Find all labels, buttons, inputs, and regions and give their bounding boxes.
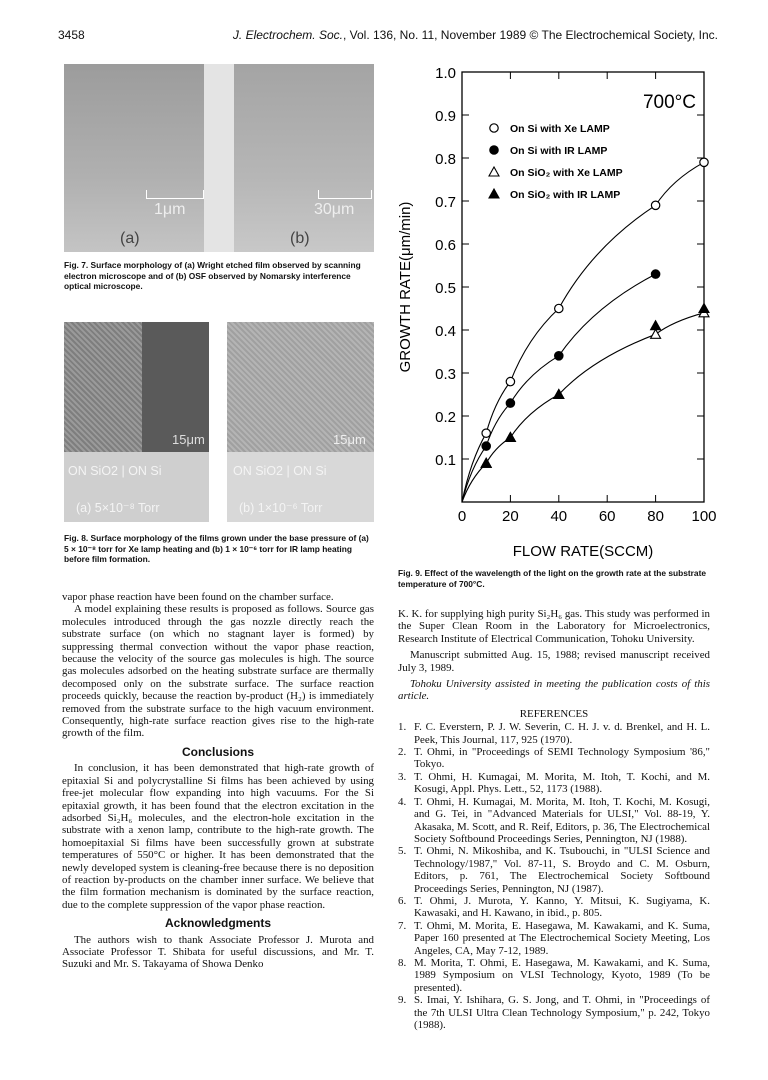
- left-text-column: [62, 591, 374, 971]
- heading-conclusions: Conclusions: [181, 744, 254, 759]
- y-tick-label: 0.6: [435, 237, 456, 254]
- fig8-photo-a: [64, 322, 209, 522]
- legend-marker-series-2: [490, 146, 498, 154]
- data-point-series-3: [651, 329, 661, 338]
- plot-frame: [462, 72, 704, 502]
- reference-item: [398, 845, 710, 895]
- x-tick-label: 0: [457, 508, 467, 525]
- fig8-scale-label-a: 15μm: [172, 432, 205, 447]
- x-tick-label: 60: [598, 508, 616, 525]
- reference-text: T. Ohmi, N. Mikoshiba, and K. Tsubouchi, in "ULSI Science and Technology/1987," Vol. 87-11, S. Broydo and C. M. Osburn, Editors, p. 761, The Electrochemical Society Softbound Proceedings Series, Pennington, NJ (1987).: [414, 845, 710, 895]
- data-point-series-4: [651, 321, 661, 330]
- reference-item: [398, 771, 710, 796]
- fig8-region-label-a: ON SiO2 | ON Si: [68, 464, 162, 478]
- left-para-model: A model explaining these results is proposed as follows. Source gas molecules introduced through the gas nozzle directly reach the substrate surface (on which no stagnant layer is formed) by suppressing thermal convection without the vapor phase reaction, because the velocity of the source gas molecules is high. The source gas molecules adsorbed on the heating substrate surface are thermally decomposed only on the substrate surface. The surface reaction proceeds quickly, because the reaction by-product (H₂) is immediately removed from the substrate surface to the high vacuum environment. Consequently, high-rate surface reaction gives rise to the high-rate growth of the film.: [62, 603, 374, 740]
- reference-number: 7.: [398, 919, 407, 932]
- reference-item: [398, 994, 710, 1031]
- x-tick-label: 40: [550, 508, 568, 525]
- data-point-series-1: [555, 304, 563, 312]
- fig8-label-b: (b) 1×10⁻⁶ Torr: [239, 501, 323, 515]
- reference-text: T. Ohmi, M. Morita, E. Hasegawa, M. Kawakami, and K. Suma, Paper 160 presented at The Electrochemical Society Meeting, Los Angeles, CA, May 7-12, 1989.: [414, 919, 710, 957]
- y-tick-label: 0.1: [435, 452, 456, 469]
- manuscript-note: Manuscript submitted Aug. 15, 1988; revised manuscript received July 3, 1989.: [398, 649, 710, 674]
- fig7-photo-center: [204, 64, 234, 252]
- fit-curve-si-xe: [462, 162, 704, 502]
- fig7-scale-bar-b: [318, 190, 372, 199]
- reference-number: 2.: [398, 746, 407, 759]
- journal-name: J. Electrochem. Soc.: [232, 28, 343, 42]
- y-tick-label: 0.7: [435, 194, 456, 211]
- heading-acknowledgments: Acknowledgments: [164, 916, 272, 931]
- y-tick-label: 0.9: [435, 108, 456, 125]
- reference-number: 8.: [398, 956, 407, 969]
- legend-label-series-3: On SiO₂ with Xe LAMP: [510, 167, 623, 179]
- reference-number: 1.: [398, 721, 407, 734]
- page-number: 3458: [58, 28, 85, 42]
- y-tick-label: 0.5: [435, 280, 456, 297]
- reference-text: T. Ohmi, J. Murota, Y. Kanno, Y. Mitsui, K. Sugiyama, K. Kawasaki, and H. Kawano, in ibid., p. 805.: [414, 894, 710, 920]
- data-point-series-4: [699, 304, 709, 313]
- left-para-conclusions: In conclusion, it has been demonstrated that high-rate growth of epitaxial Si and polycrystalline Si films has been achieved by using free-jet molecular flow expanding into high vacuums. For the Si epitaxial growth, it has been found that the electron excitation in the adsorbed Si₂H₆ molecules, and the electron-hole excitation in the substrate with a xenon lamp, contribute to the high-rate growth. The homoepitaxial Si films have been successfully grown at substrate temperatures of 550°C or higher. It has been demonstrated that the newly developed system is cleaning-free because there is no deposition of reaction by-products on the chamber inner surface. We believe that the film formation mechanism is dominated by the surface reaction, due to the complete suppression of the vapor phase reaction.: [62, 762, 374, 911]
- fig8-photo-b: [227, 322, 374, 522]
- data-point-series-2: [651, 270, 659, 278]
- y-tick-label: 0.2: [435, 409, 456, 426]
- data-point-series-1: [651, 201, 659, 209]
- data-point-series-1: [506, 377, 514, 385]
- reference-text: S. Imai, Y. Ishihara, G. S. Jong, and T. Ohmi, in "Proceedings of the 7th ULSI Ultra Clean Technology Symposium," p. 242, Tokyo (1988).: [414, 994, 710, 1031]
- data-point-series-2: [506, 399, 514, 407]
- reference-item: [398, 796, 710, 846]
- reference-number: 3.: [398, 770, 407, 783]
- reference-number: 6.: [398, 894, 407, 907]
- publication-cost-note: Tohoku University assisted in meeting the publication costs of this article.: [398, 678, 710, 703]
- y-tick-label: 0.8: [435, 151, 456, 168]
- x-tick-label: 80: [647, 508, 664, 525]
- y-tick-label: 0.3: [435, 366, 456, 383]
- right-text-column: [398, 608, 710, 1031]
- reference-text: T. Ohmi, in "Proceedings of SEMI Technology Symposium '86," Tokyo.: [414, 746, 710, 771]
- fig8-scale-label-b: 15μm: [333, 432, 366, 447]
- fit-curve-sio2: [462, 313, 704, 502]
- x-axis-label: FLOW RATE(SCCM): [512, 543, 654, 560]
- data-point-series-2: [555, 352, 563, 360]
- reference-number: 4.: [398, 795, 407, 808]
- reference-number: 5.: [398, 845, 407, 858]
- x-tick-label: 20: [502, 508, 519, 525]
- fig7-scale-label-b: 30μm: [314, 201, 355, 218]
- reference-list: [398, 721, 710, 1031]
- reference-item: [398, 746, 710, 771]
- fig8-region-label-b: ON SiO2 | ON Si: [233, 464, 327, 478]
- right-para-ack-continued: K. K. for supplying high purity Si₂H₆ gas. This study was performed in the Super Clean Room in the Laboratory for Microelectronics, Research Institute of Electrical Communication, Tohoku University.: [398, 608, 710, 645]
- data-point-series-4: [481, 458, 491, 467]
- reference-text: T. Ohmi, H. Kumagai, M. Morita, M. Itoh, T. Kochi, M. Kosugi, and G. Tei, in "Advanced Materials for ULSI," Vol. 88-19, Y. Akasaka, M. Scott, and R. Reif, Editors, p. 36, The Electrochemical Society Softbound Proceedings Series, Pennington, NJ (1988).: [414, 795, 710, 845]
- legend-label-series-2: On Si with IR LAMP: [510, 145, 608, 157]
- left-para-acknowledgments: The authors wish to thank Associate Professor J. Murota and Associate Professor T. Shibata for useful discussions, and Mr. T. Suzuki and Mr. S. Takayama of Showa Denko: [62, 933, 374, 971]
- journal-details: , Vol. 136, No. 11, November 1989 © The Electrochemical Society, Inc.: [342, 28, 718, 42]
- legend-marker-series-3: [489, 167, 499, 176]
- fig7-photo-a: [64, 64, 204, 252]
- fig9-chart: [388, 58, 728, 568]
- temperature-annotation: 700°C: [642, 92, 696, 113]
- reference-text: T. Ohmi, H. Kumagai, M. Morita, M. Itoh, T. Kochi, and M. Kosugi, Appl. Phys. Lett., 52, 1173 (1988).: [414, 770, 710, 796]
- reference-text: M. Morita, T. Ohmi, E. Hasegawa, M. Kawakami, and K. Suma, 1989 Symposium on VLSI Technology, Kyoto, 1989 (To be presented).: [414, 956, 710, 994]
- fig7-photo-b: [234, 64, 374, 252]
- fig7-label-b: (b): [290, 230, 310, 247]
- legend-marker-series-4: [489, 189, 499, 198]
- fig9-caption: Fig. 9. Effect of the wavelength of the light on the growth rate at the substrate temperature of 700°C.: [398, 568, 707, 589]
- legend-marker-series-1: [490, 124, 498, 132]
- data-point-series-1: [482, 429, 490, 437]
- fig7-scale-bar-a: [146, 190, 204, 199]
- fig8-region-sio2-a: [64, 322, 142, 452]
- reference-item: [398, 920, 710, 957]
- reference-item: [398, 895, 710, 920]
- left-para-continued: vapor phase reaction have been found on the chamber surface.: [62, 591, 334, 603]
- reference-text: F. C. Everstern, P. J. W. Severin, C. H. J. v. d. Brenkel, and H. L. Peek, This Journal, 117, 925 (1970).: [414, 721, 710, 746]
- reference-item: [398, 957, 710, 994]
- fig8-label-a: (a) 5×10⁻⁸ Torr: [76, 501, 160, 515]
- reference-number: 9.: [398, 994, 407, 1007]
- fig7-scale-label-a: 1μm: [154, 201, 186, 218]
- legend-label-series-4: On SiO₂ with IR LAMP: [510, 189, 621, 201]
- journal-citation: [233, 28, 718, 42]
- y-tick-label: 0.4: [435, 323, 456, 340]
- data-point-series-4: [505, 433, 515, 442]
- y-tick-label: 1.0: [435, 65, 456, 82]
- legend-label-series-1: On Si with Xe LAMP: [510, 123, 610, 135]
- x-tick-label: 100: [691, 508, 717, 525]
- reference-item: [398, 721, 710, 746]
- data-point-series-1: [700, 158, 708, 166]
- heading-references: REFERENCES: [519, 707, 589, 720]
- y-axis-label: GROWTH RATE(μm/min): [397, 201, 414, 373]
- fig8-caption: Fig. 8. Surface morphology of the films grown under the base pressure of (a) 5 × 10⁻⁸ torr for Xe lamp heating and (b) 1 × 10⁻⁶ torr for IR lamp heating before film formation.: [64, 533, 369, 564]
- fig7-caption: Fig. 7. Surface morphology of (a) Wright etched film observed by scanning electron microscope and of (b) OSF observed by Nomarsky interference optical microscope.: [64, 260, 361, 291]
- fig7-label-a: (a): [120, 230, 140, 247]
- data-point-series-2: [482, 442, 490, 450]
